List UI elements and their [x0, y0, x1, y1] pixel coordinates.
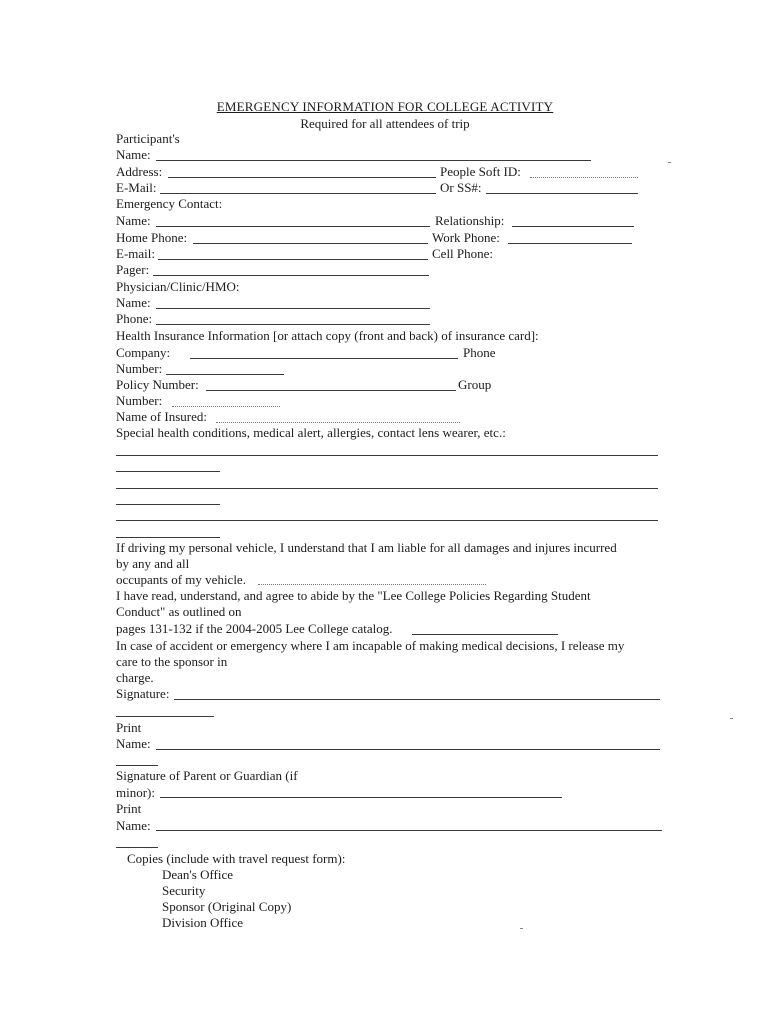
copies-item-security: Security [162, 883, 206, 898]
work-phone-line[interactable] [508, 243, 632, 244]
pager-line[interactable] [153, 275, 429, 276]
print-name-label-2: Name: [116, 818, 151, 833]
special-conditions-label: Special health conditions, medical alert, allergies, contact lens wearer, etc.: [116, 425, 506, 440]
physician-phone-line[interactable] [156, 324, 430, 325]
policies-statement-line1: I have read, understand, and agree to abide by the "Lee College Policies Regarding Student [116, 588, 591, 603]
print-name-line-2[interactable] [156, 830, 662, 831]
driving-statement-line2: by any and all [116, 556, 190, 571]
policies-initial-line[interactable] [412, 634, 558, 635]
address-line[interactable] [168, 177, 436, 178]
physician-name-label: Name: [116, 295, 151, 310]
policy-number-line[interactable] [206, 390, 456, 391]
scan-speck [730, 718, 733, 719]
participant-name-label: Name: [116, 147, 151, 162]
insurance-phone-line[interactable] [166, 374, 284, 375]
physician-name-line[interactable] [156, 308, 430, 309]
emergency-contact-header: Emergency Contact: [116, 196, 223, 211]
participant-email-label: E-Mail: [116, 180, 157, 195]
emergency-name-label: Name: [116, 213, 151, 228]
pager-label: Pager: [116, 262, 150, 277]
or-ss-label: Or SS#: [440, 180, 482, 195]
policies-statement-line3: pages 131-132 if the 2004-2005 Lee College catalog. [116, 621, 393, 636]
name-of-insured-label: Name of Insured: [116, 409, 207, 424]
scan-speck [668, 162, 671, 163]
emergency-email-label: E-mail: [116, 246, 155, 261]
signature-label: Signature: [116, 686, 170, 701]
copies-item-division-office: Division Office [162, 915, 243, 930]
policy-number-label: Policy Number: [116, 377, 199, 392]
work-phone-label: Work Phone: [432, 230, 500, 245]
special-line-2b[interactable] [116, 504, 220, 505]
print-label-1: Print [116, 720, 142, 735]
company-label: Company: [116, 345, 171, 360]
special-line-3[interactable] [116, 520, 658, 521]
home-phone-line[interactable] [193, 243, 428, 244]
emergency-statement-line3: charge. [116, 670, 154, 685]
group-number-label: Group [458, 377, 492, 392]
emergency-statement-line1: In case of accident or emergency where I am incapable of making medical decisions, I release my [116, 638, 625, 653]
emergency-name-line[interactable] [156, 226, 430, 227]
cell-phone-label: Cell Phone: [432, 246, 494, 261]
copies-header: Copies (include with travel request form): [127, 851, 346, 866]
scan-speck [520, 928, 523, 929]
phone-number-label-cont: Number: [116, 361, 163, 376]
driving-statement-line1: If driving my personal vehicle, I understand that I am liable for all damages and injures incurred [116, 540, 617, 555]
participant-name-line[interactable] [156, 160, 591, 161]
group-number-line[interactable] [172, 406, 280, 407]
print-name-line-1[interactable] [156, 749, 660, 750]
emergency-email-line[interactable] [158, 259, 428, 260]
print-label-2: Print [116, 801, 142, 816]
phone-number-label: Phone [463, 345, 496, 360]
policies-statement-line2: Conduct" as outlined on [116, 604, 242, 619]
relationship-line[interactable] [512, 226, 634, 227]
parent-signature-line[interactable] [160, 797, 562, 798]
signature-line[interactable] [174, 699, 660, 700]
company-line[interactable] [190, 358, 458, 359]
print-name-label-1: Name: [116, 736, 151, 751]
driving-initial-line[interactable] [258, 584, 486, 585]
copies-item-sponsor: Sponsor (Original Copy) [162, 899, 292, 914]
participant-header: Participant's [116, 131, 180, 146]
group-number-label-cont: Number: [116, 393, 163, 408]
form-subtitle: Required for all attendees of trip [300, 116, 470, 131]
relationship-label: Relationship: [435, 213, 505, 228]
participant-email-line[interactable] [160, 193, 436, 194]
or-ss-line[interactable] [486, 193, 638, 194]
emergency-statement-line2: care to the sponsor in [116, 654, 228, 669]
people-soft-id-label: People Soft ID: [440, 164, 521, 179]
signature-line-cont[interactable] [116, 716, 214, 717]
address-label: Address: [116, 164, 163, 179]
parent-signature-label-line2: minor): [116, 785, 155, 800]
insurance-header: Health Insurance Information [or attach copy (front and back) of insurance card]: [116, 328, 539, 343]
driving-statement-line3: occupants of my vehicle. [116, 572, 246, 587]
form-title: EMERGENCY INFORMATION FOR COLLEGE ACTIVITY [216, 99, 554, 114]
print-name-line-1-cont[interactable] [116, 765, 158, 766]
special-line-3b[interactable] [116, 537, 220, 538]
parent-signature-label-line1: Signature of Parent or Guardian (if [116, 768, 298, 783]
special-line-1[interactable] [116, 455, 658, 456]
home-phone-label: Home Phone: [116, 230, 188, 245]
copies-item-deans-office: Dean's Office [162, 867, 234, 882]
people-soft-id-line[interactable] [530, 177, 638, 178]
special-line-1b[interactable] [116, 471, 220, 472]
physician-phone-label: Phone: [116, 311, 153, 326]
name-of-insured-line[interactable] [216, 422, 460, 423]
print-name-line-2-cont[interactable] [116, 847, 158, 848]
special-line-2[interactable] [116, 488, 658, 489]
physician-header: Physician/Clinic/HMO: [116, 279, 240, 294]
